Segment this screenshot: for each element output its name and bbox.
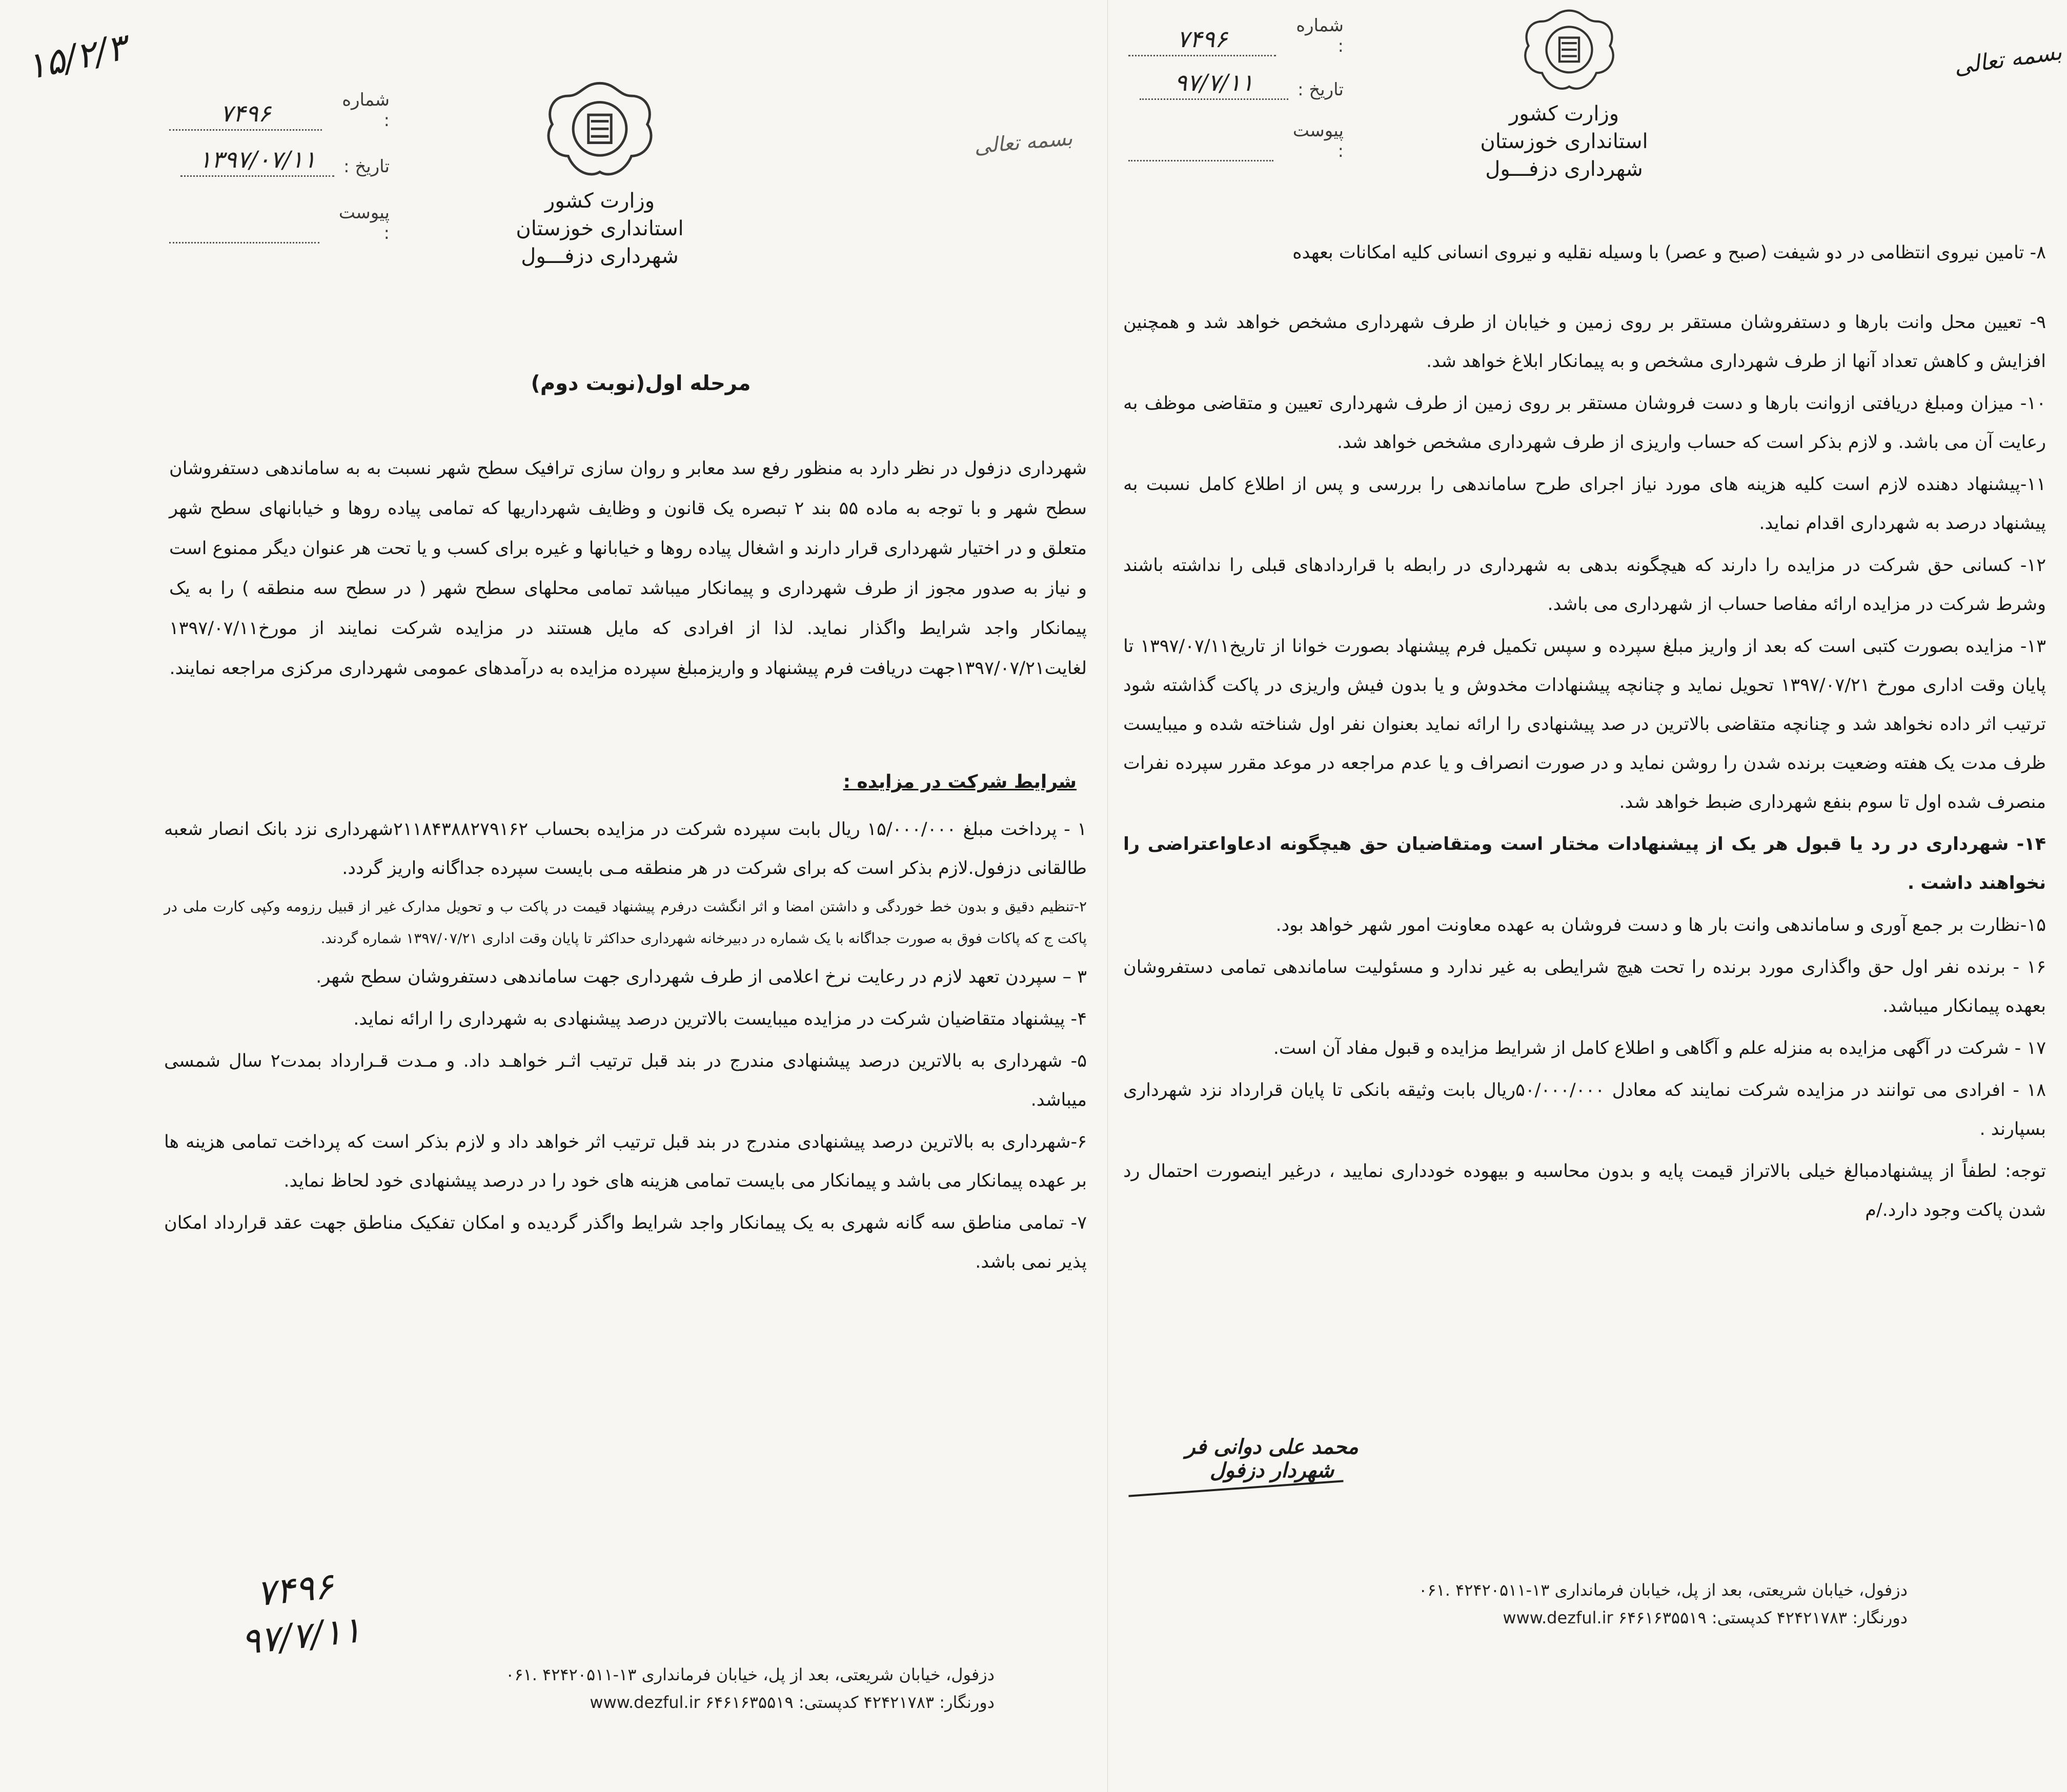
municipality-emblem-icon <box>1513 5 1626 97</box>
condition-16: ۱۶ - برنده نفر اول حق واگذاری مورد برنده را تحت هیچ شرایطی به غیر ندارد و مسئولیت ساماندهی تمامی دستفروشان بعهده پیمانکار میباشد. <box>1123 957 2046 1016</box>
footer-address-right: دزفول، خیابان شریعتی، بعد از پل، خیابان فرمانداری ۱۳-۴۲۴۲۰۵۱۱ .۰۶۱ <box>1418 1580 1908 1600</box>
condition-12: ۱۲- کسانی حق شرکت در مزایده را دارند که هیچگونه بدهی به شهرداری در رابطه با قراردادهای قبلی را نداشته باشند وشرط شرکت در مزایده ارائه مفاصا حساب از شهرداری می باشد. <box>1123 555 2046 615</box>
condition-15: ۱۵-نظارت بر جمع آوری و ساماندهی وانت بار ها و دست فروشان به عهده معاونت امور شهر خواهد بود. <box>1275 915 2046 935</box>
date-field-right <box>1128 69 1344 100</box>
date-label: تاریخ : <box>343 156 390 177</box>
conditions-heading: شرایط شرکت در مزایده : <box>843 771 1077 792</box>
date-field <box>169 146 390 177</box>
ministry-line-3: شهرداری دزفـــول <box>1485 157 1643 181</box>
condition-9: ۹- تعیین محل وانت بارها و دستفروشان مستقر بر روی زمین و خیابان از طرف شهرداری مشخص خواهد شد و همچنین افزایش و کاهش تعداد آنها از طرف شهرداری مشخص و به پیمانکار ابلاغ خواهد شد. <box>1123 312 2046 372</box>
signer-title: شهردار دزفول <box>1209 1459 1334 1482</box>
condition-11: ۱۱-پیشنهاد دهنده لازم است کلیه هزینه های مورد نیاز اجرای طرح ساماندهی را بررسی و پس از اطلاع کامل نسبت به پیشنهاد درصد به شهرداری اقدام نماید. <box>1123 474 2046 534</box>
condition-3: ۳ – سپردن تعهد لازم در رعایت نرخ اعلامی از طرف شهرداری جهت ساماندهی دستفروشان سطح شهر. <box>316 967 1087 987</box>
condition-14: ۱۴- شهرداری در رد یا قبول هر یک از پیشنهادات مختار است ومتقاضیان حق هیچگونه ادعاواعتراضی را نخواهند داشت . <box>1123 834 2046 893</box>
conditions-list <box>164 810 1087 1285</box>
ministry-line-1: وزارت کشور <box>544 189 655 213</box>
condition-13: ۱۳- مزایده بصورت کتبی است که بعد از واریز مبلغ سپرده و سپس تکمیل فرم پیشنهاد بصورت خوانا از تاریخ۱۳۹۷/۰۷/۱۱ تا پایان وقت اداری مورخ ۱۳۹۷/۰۷/۲۱ تحویل نماید و چنانچه پیشنهادات مخدوش و یا بدون فیش واریزی در پاکت گذاشته شود ترتیب اثر داده نخواهد شد و چنانچه متقاضی بالاترین در صد پیشنهادی را ارائه نماید بعنوان نفر اول شناخته شده و میبایست ظرف مدت یک هفته وضعیت برنده شدن را روشن نماید و در صورت انصراف و یا عدم مراجعه در موعد مقرر سپرده نفرات منصرف شده اول تا سوم بنفع شهرداری ضبط خواهد شد. <box>1123 636 2046 812</box>
number-field <box>169 90 390 131</box>
ministry-header-right <box>1456 100 1672 183</box>
condition-1: ۱ - پرداخت مبلغ ۱۵/۰۰۰/۰۰۰ ریال بابت سپرده شرکت در مزایده بحساب ۲۱۱۸۴۳۸۸۲۷۹۱۶۲شهرداری نزد بانک انصار شعبه طالقانی دزفول.لازم بذکر است که برای شرکت در هر منطقه مـی بایست سپرده جداگانه واریز گردد. <box>164 819 1087 879</box>
handwritten-ref: ۷۴۹۶ <box>254 1564 336 1615</box>
number-label: شماره : <box>342 90 390 131</box>
intro-paragraph <box>169 449 1087 688</box>
footer-contact-right: دورنگار: ۴۲۴۲۱۷۸۳ کدپستی: ۶۴۶۱۶۳۵۵۱۹ www.dezful.ir <box>1503 1608 1908 1627</box>
signer-name: محمد علی دوانی فر <box>1185 1435 1359 1459</box>
condition-17: ۱۷ - شرکت در آگهی مزایده به منزله علم و آگاهی و اطلاع کامل از شرایط مزایده و قبول مفاد آن است. <box>1273 1038 2046 1058</box>
number-value: ۷۴۹۶ <box>220 99 271 127</box>
attachment-field <box>169 202 390 243</box>
corner-handwriting: ۱۵/۲/۳ <box>22 26 130 88</box>
number-value-right: ۷۴۹۶ <box>1177 25 1228 53</box>
date-value-right: ۹۷/۷/۱۱ <box>1174 69 1254 96</box>
municipality-emblem-icon <box>536 77 664 185</box>
note: توجه: لطفاً از پیشنهادمبالغ خیلی بالاتراز قیمت پایه و بدون محاسبه و بیهوده خودداری نمایید ، درغیر اینصورت احتمال رد شدن پاکت وجود دارد./م <box>1123 1161 2046 1220</box>
attachment-label-right: پیوست : <box>1292 120 1344 161</box>
signature-block <box>1128 1435 1415 1490</box>
ministry-line-2: استانداری خوزستان <box>1480 130 1648 153</box>
number-field-right <box>1128 15 1344 56</box>
ministry-line-2: استانداری خوزستان <box>516 217 684 240</box>
condition-4: ۴- پیشنهاد متقاضیان شرکت در مزایده میبایست بالاترین درصد پیشنهادی به شهرداری را ارائه نماید. <box>353 1009 1087 1029</box>
number-label-right: شماره : <box>1296 15 1344 56</box>
left-footer <box>287 1661 995 1716</box>
attachment-label: پیوست : <box>338 202 390 243</box>
stamp-note: بسمه تعالی <box>973 126 1073 159</box>
conditions-list-continued <box>1123 233 2046 1233</box>
footer-contact: دورنگار: ۴۲۴۲۱۷۸۳ کدپستی: ۶۴۶۱۶۳۵۵۱۹ www.dezful.ir <box>590 1693 995 1712</box>
date-value: ۱۳۹۷/۰۷/۱۱ <box>198 146 316 173</box>
ministry-line-3: شهرداری دزفـــول <box>521 245 679 268</box>
condition-10: ۱۰- میزان ومبلغ دریافتی ازوانت بارها و دست فروشان مستقر بر روی زمین از طرف شهرداری تعیین و متقاضی موظف به رعایت آن می باشد. و لازم بذکر است که حساب واریزی از طرف شهرداری مشخص خواهد شد. <box>1123 393 2046 453</box>
handwritten-date: ۹۷/۷/۱۱ <box>239 1608 363 1663</box>
stamp-note-right: بسمه تعالی <box>1952 38 2064 80</box>
date-label-right: تاریخ : <box>1298 79 1344 100</box>
intro-text: شهرداری دزفول در نظر دارد به منظور رفع سد معابر و روان سازی ترافیک سطح شهر نسبت به به ساماندهی دستفروشان سطح شهر و با توجه به ماده ۵۵ بند ۲ تبصره یک قانون و وظایف شهرداریها که تمامی پیاده روها و خیابانهای سطح شهر متعلق و در اختیار شهرداری قرار دارند و اشغال پیاده روها و خیابانها و غیره برای کسب و یا تحت هر عنوان دیگر ممنوع است و نیاز به صدور مجوز از طرف شهرداری و پیمانکار میباشد تمامی محلهای سطح شهر ( در سطح سه منطقه ) را به یک پیمانکار واجد شرایط واگذار نماید. لذا از افرادی که مایل هستند در مزایده شرکت نمایند از مورخ۱۳۹۷/۰۷/۱۱ لغایت۱۳۹۷/۰۷/۲۱جهت دریافت فرم پیشنهاد و واریزمبلغ سپرده مزایده به درآمدهای عمومی شهرداری مرکزی مراجعه نمایند. <box>169 458 1087 679</box>
condition-2: ۲-تنظیم دقیق و بدون خط خوردگی و داشتن امضا و اثر انگشت درفرم پیشنهاد قیمت در پاکت ب و تحویل مدارک غیر از قبیل رزومه وکپی کارت ملی در پاکت ج که پاکات فوق به صورت جداگانه با یک شماره در دبیرخانه شهرداری حداکثر تا پایان وقت اداری ۱۳۹۷/۰۷/۲۱ شماره گردند. <box>164 898 1087 947</box>
ministry-line-1: وزارت کشور <box>1509 102 1619 126</box>
notice-title: مرحله اول(نوبت دوم) <box>531 372 751 395</box>
right-page <box>1107 0 2067 1792</box>
condition-8: ۸- تامین نیروی انتظامی در دو شیفت (صبح و عصر) با وسیله نقلیه و نیروی انسانی کلیه امکانات بعهده <box>1292 242 2046 263</box>
right-footer <box>1200 1576 1908 1632</box>
condition-7: ۷- تمامی مناطق سه گانه شهری به یک پیمانکار واجد شرایط واگذر گردیده و امکان تفکیک مناطق جهت عقد قرارداد امکان پذیر نمی باشد. <box>164 1213 1087 1272</box>
attachment-field-right <box>1128 120 1344 161</box>
ministry-header <box>492 187 707 270</box>
condition-18: ۱۸ - افرادی می توانند در مزایده شرکت نمایند که معادل ۵۰/۰۰۰/۰۰۰ریال بابت وثیقه بانکی تا پایان قرارداد نزد شهرداری بسپارند . <box>1123 1080 2046 1139</box>
signature-stroke <box>1128 1480 1343 1497</box>
footer-address: دزفول، خیابان شریعتی، بعد از پل، خیابان فرمانداری ۱۳-۴۲۴۲۰۵۱۱ .۰۶۱ <box>505 1665 995 1684</box>
condition-6: ۶-شهرداری به بالاترین درصد پیشنهادی مندرج در بند قبل ترتیب اثر خواهد داد و لازم بذکر است که پرداخت تمامی هزینه ها بر عهده پیمانکار می باشد و پیمانکار می بایست تمامی هزینه های خود را در درصد پیشنهادی خود لحاظ نماید. <box>164 1132 1087 1191</box>
condition-5: ۵- شهرداری به بالاترین درصد پیشنهادی مندرج در بند قبل ترتیب اثـر خواهـد داد. و مـدت قـرارداد بمدت۲ سال شمسی میباشد. <box>164 1051 1087 1110</box>
